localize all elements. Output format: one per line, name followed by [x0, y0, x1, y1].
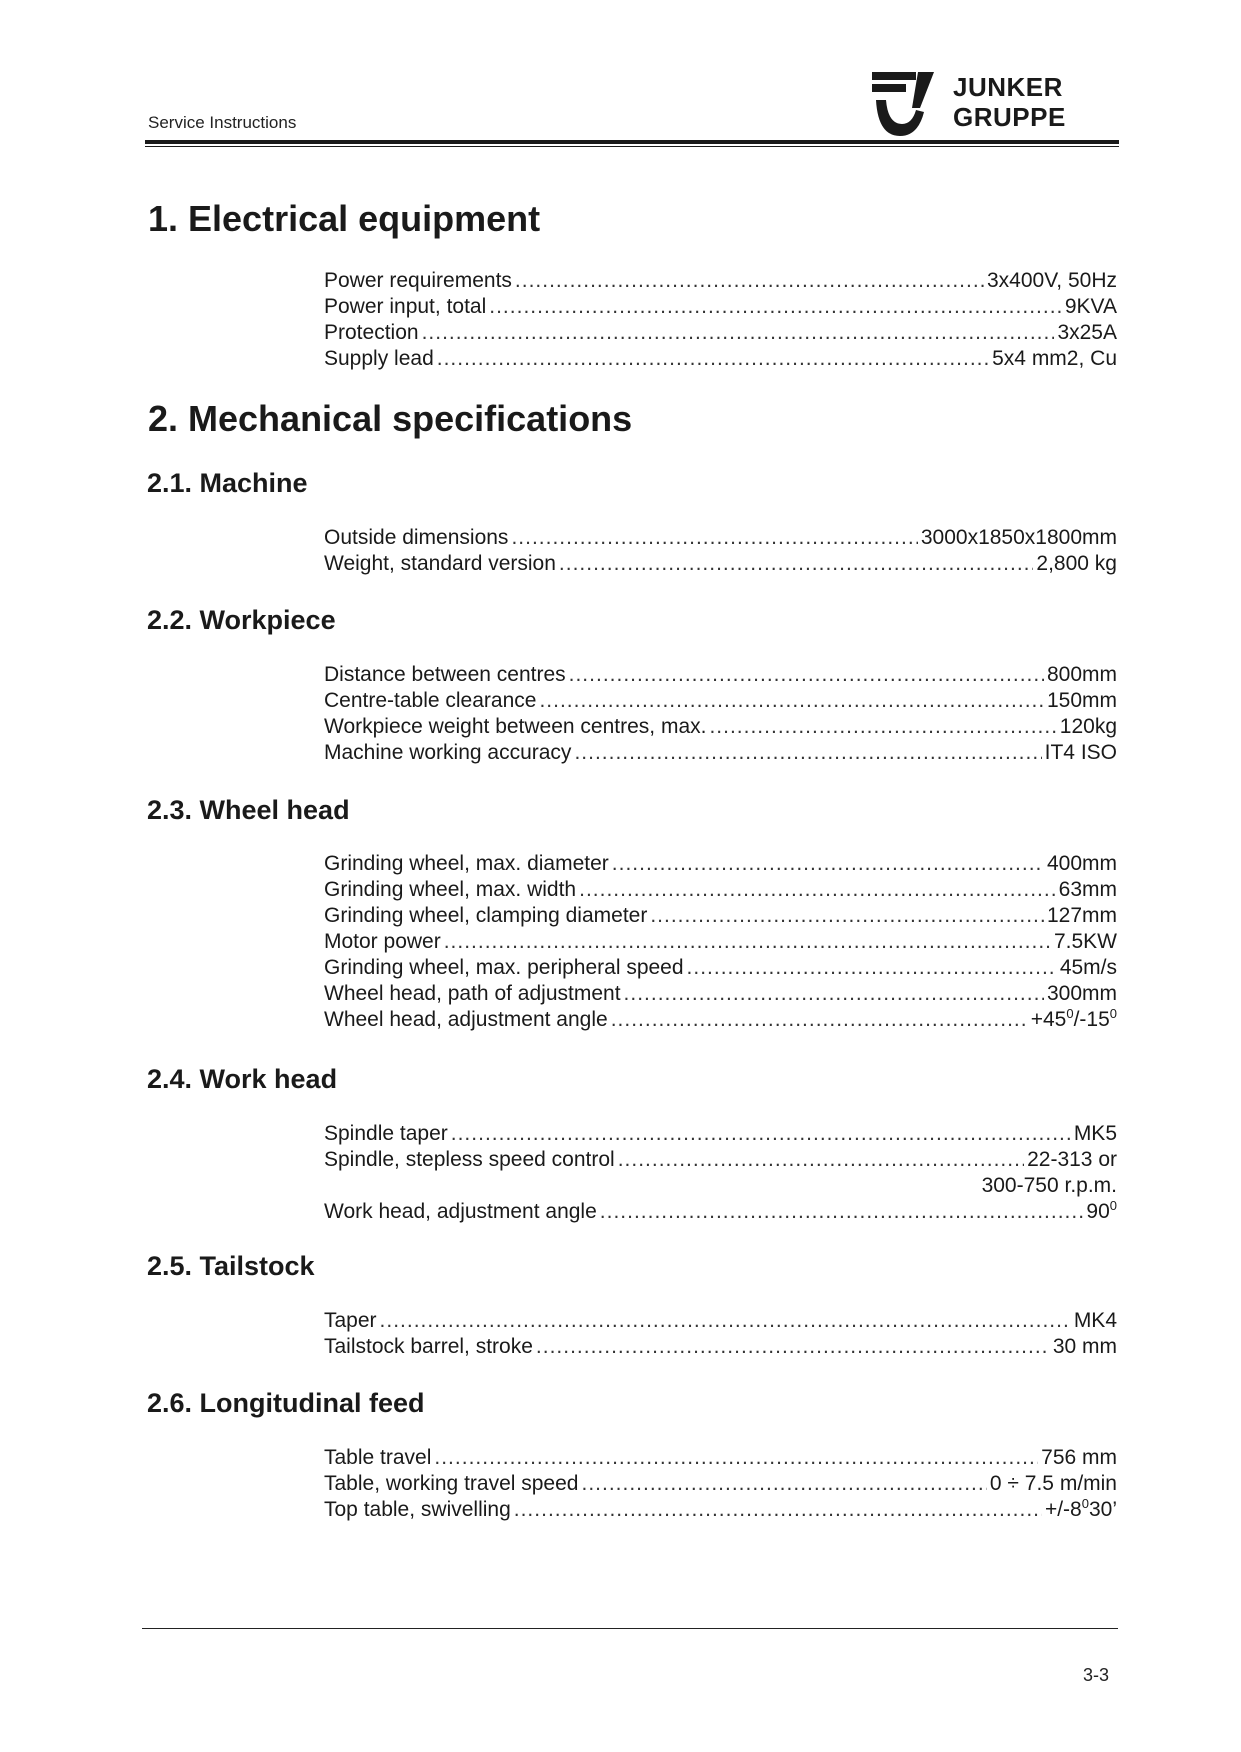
spec-label: Grinding wheel, clamping diameter — [324, 904, 648, 927]
spec-label: Grinding wheel, max. diameter — [324, 852, 609, 875]
spec-row — [324, 1445, 1117, 1471]
leader-dots — [611, 1007, 1028, 1033]
spec-row — [324, 929, 1117, 955]
spec-row — [324, 1308, 1117, 1334]
electrical-spec-list — [324, 268, 1117, 372]
subsection-title-work-head: 2.4. Work head — [147, 1064, 338, 1094]
leader-dots — [574, 740, 1041, 766]
spec-row — [324, 551, 1117, 577]
header-rule-thick — [145, 140, 1119, 144]
spec-label: Power requirements — [324, 269, 512, 292]
spec-value: 63mm — [1058, 878, 1117, 901]
spec-row — [324, 877, 1117, 903]
tailstock-spec-list — [324, 1308, 1117, 1360]
spec-value: 9KVA — [1064, 295, 1117, 318]
leader-dots — [709, 714, 1056, 740]
leader-dots — [437, 346, 989, 372]
spec-row — [324, 320, 1117, 346]
spec-label: Power input, total — [324, 295, 487, 318]
spec-label: Table, working travel speed — [324, 1472, 579, 1495]
leader-dots — [536, 1334, 1050, 1360]
header-label: Service Instructions — [148, 113, 297, 132]
leader-dots — [539, 688, 1044, 714]
subsection-title-wheel-head: 2.3. Wheel head — [147, 795, 350, 825]
subsection-title-tailstock: 2.5. Tailstock — [147, 1251, 315, 1281]
longitudinal-feed-spec-list — [324, 1445, 1117, 1523]
leader-dots — [600, 1199, 1084, 1225]
spec-value: 30 mm — [1052, 1335, 1117, 1358]
section-title-electrical: 1. Electrical equipment — [148, 198, 541, 239]
spec-row — [324, 1121, 1117, 1147]
spec-value: 22-313 or — [1027, 1148, 1117, 1171]
spec-value: 150mm — [1046, 689, 1117, 712]
spec-value: 5x4 mm2, Cu — [992, 347, 1117, 370]
leader-dots — [579, 877, 1056, 903]
value-part: +/-8 — [1044, 1498, 1082, 1521]
spec-row — [324, 1471, 1117, 1497]
spec-row — [324, 346, 1117, 372]
value-part: 90 — [1086, 1200, 1110, 1223]
spec-value — [1031, 1007, 1117, 1033]
leader-dots — [612, 851, 1044, 877]
spec-label: Tailstock barrel, stroke — [324, 1335, 533, 1358]
brand-name — [953, 72, 1066, 132]
machine-spec-list — [324, 525, 1117, 577]
spec-value: 800mm — [1046, 663, 1117, 686]
spec-label: Outside dimensions — [324, 526, 509, 549]
spec-value: 7.5KW — [1053, 930, 1117, 953]
spec-value: 3000x1850x1800mm — [920, 526, 1117, 549]
degree-superscript: 0 — [1066, 1006, 1074, 1021]
spec-value: 300-750 r.p.m. — [981, 1174, 1117, 1197]
leader-dots — [618, 1147, 1024, 1173]
spec-label: Grinding wheel, max. peripheral speed — [324, 956, 684, 979]
spec-value: 120kg — [1059, 715, 1117, 738]
leader-dots — [380, 1308, 1071, 1334]
spec-row — [324, 955, 1117, 981]
spec-row — [324, 525, 1117, 551]
spec-label: Top table, swivelling — [324, 1498, 511, 1521]
leader-dots — [489, 294, 1062, 320]
spec-row — [324, 1007, 1117, 1033]
spec-value: 0 ÷ 7.5 m/min — [989, 1472, 1117, 1495]
spec-row — [324, 688, 1117, 714]
brand-line-1: JUNKER — [953, 72, 1063, 102]
spec-row — [324, 268, 1117, 294]
spec-label: Spindle taper — [324, 1122, 448, 1145]
leader-dots — [515, 268, 984, 294]
degree-superscript: 0 — [1109, 1006, 1117, 1021]
spec-value: 3x400V, 50Hz — [987, 269, 1117, 292]
footer-rule — [142, 1628, 1118, 1629]
leader-dots — [569, 662, 1044, 688]
spec-label: Supply lead — [324, 347, 434, 370]
leader-dots — [624, 981, 1044, 1007]
spec-value: 127mm — [1046, 904, 1117, 927]
subsection-title-machine: 2.1. Machine — [147, 468, 308, 498]
junker-logo-icon — [868, 70, 938, 138]
spec-value: 756 mm — [1041, 1446, 1117, 1469]
value-part: +45 — [1030, 1008, 1067, 1031]
spec-row — [324, 903, 1117, 929]
leader-dots — [650, 903, 1044, 929]
workpiece-spec-list — [324, 662, 1117, 766]
page-number: 3-3 — [1083, 1665, 1110, 1685]
leader-dots — [422, 320, 1055, 346]
wheel-head-spec-list — [324, 851, 1117, 1033]
spec-value: MK4 — [1073, 1309, 1117, 1332]
spec-label: Wheel head, adjustment angle — [324, 1008, 608, 1031]
leader-dots — [687, 955, 1057, 981]
spec-row — [324, 1199, 1117, 1225]
degree-superscript: 0 — [1081, 1496, 1089, 1511]
spec-label: Protection — [324, 321, 419, 344]
leader-dots — [511, 525, 917, 551]
spec-value — [1086, 1199, 1117, 1225]
spec-label: Motor power — [324, 930, 441, 953]
spec-row — [324, 851, 1117, 877]
spec-value: 400mm — [1046, 852, 1117, 875]
spec-row — [324, 294, 1117, 320]
spec-value: 2,800 kg — [1036, 552, 1117, 575]
spec-label: Distance between centres — [324, 663, 566, 686]
spec-label: Taper — [324, 1309, 377, 1332]
spec-value: 3x25A — [1057, 321, 1117, 344]
section-title-mechanical: 2. Mechanical specifications — [148, 398, 633, 439]
brand-line-2: GRUPPE — [953, 102, 1066, 132]
spec-value — [1045, 1497, 1117, 1523]
spec-row — [324, 740, 1117, 766]
value-part: /-15 — [1073, 1008, 1110, 1031]
leader-dots — [581, 1471, 986, 1497]
spec-label: Workpiece weight between centres, max. — [324, 715, 707, 738]
header-rule-thin — [145, 146, 1119, 147]
work-head-spec-list — [324, 1121, 1117, 1225]
spec-row — [324, 1334, 1117, 1360]
leader-dots — [514, 1497, 1042, 1523]
spec-row — [324, 1497, 1117, 1523]
leader-dots — [559, 551, 1034, 577]
spec-row — [324, 662, 1117, 688]
spec-label: Centre-table clearance — [324, 689, 537, 712]
spec-row — [324, 981, 1117, 1007]
degree-superscript: 0 — [1109, 1198, 1117, 1213]
spec-label: Weight, standard version — [324, 552, 556, 575]
spec-label: Table travel — [324, 1446, 432, 1469]
leader-dots — [451, 1121, 1071, 1147]
subsection-title-longitudinal-feed: 2.6. Longitudinal feed — [147, 1388, 425, 1418]
subsection-title-workpiece: 2.2. Workpiece — [147, 605, 336, 635]
spec-row — [324, 1147, 1117, 1173]
spec-value: 300mm — [1046, 982, 1117, 1005]
spec-label: Spindle, stepless speed control — [324, 1148, 615, 1171]
spec-value: 45m/s — [1059, 956, 1117, 979]
spec-row — [324, 714, 1117, 740]
leader-dots — [444, 929, 1051, 955]
spec-value: MK5 — [1073, 1122, 1117, 1145]
value-part: 30’ — [1088, 1498, 1117, 1521]
leader-dots — [434, 1445, 1038, 1471]
spec-label: Wheel head, path of adjustment — [324, 982, 621, 1005]
spec-label: Machine working accuracy — [324, 741, 572, 764]
spec-label: Work head, adjustment angle — [324, 1200, 597, 1223]
spec-value: IT4 ISO — [1044, 741, 1117, 764]
spec-label: Grinding wheel, max. width — [324, 878, 577, 901]
spec-row-continuation — [324, 1173, 1117, 1199]
